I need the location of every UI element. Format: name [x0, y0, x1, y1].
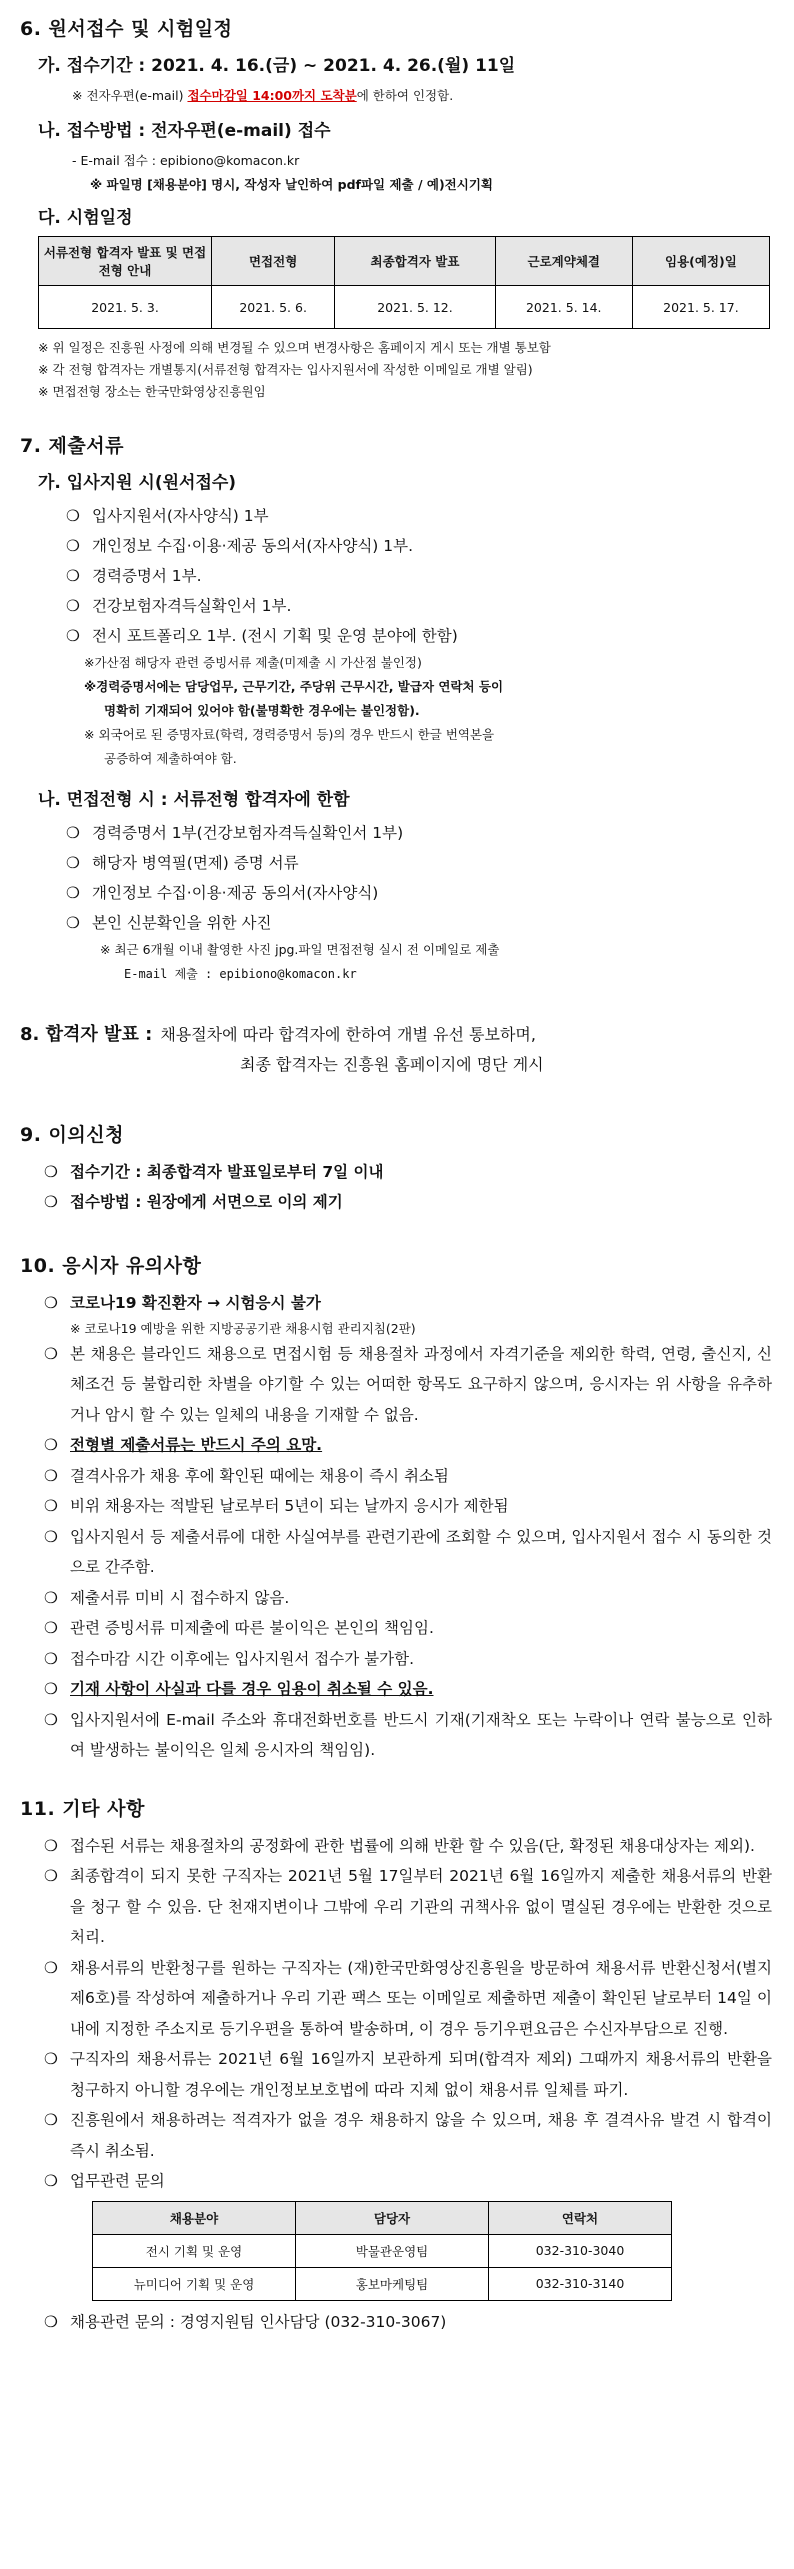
s6-c-label: 다. 시험일정: [38, 208, 133, 228]
bullet-icon: ❍: [66, 597, 80, 615]
bullet-icon: ❍: [44, 2312, 58, 2331]
s7-b-label: 나. 면접전형 시 : 서류전형 합격자에 한함: [38, 790, 350, 810]
list-item: ❍ 업무관련 문의: [44, 2166, 772, 2197]
list-item: ❍ 건강보험자격득실확인서 1부.: [66, 591, 772, 621]
contact-cell: 뉴미디어 기획 및 운영: [93, 2267, 296, 2300]
schedule-cell: 2021. 5. 14.: [495, 286, 632, 329]
bullet-icon: ❍: [44, 1163, 58, 1181]
schedule-header: 최종합격자 발표: [335, 237, 495, 286]
list-item: ❍ 입사지원서(자사양식) 1부: [66, 501, 772, 531]
schedule-header: 서류전형 합격자 발표 및 면접전형 안내: [39, 237, 212, 286]
bullet-icon: ❍: [44, 1836, 58, 1855]
s6-b-label: 나. 접수방법 : 전자우편(e-mail) 접수: [38, 121, 331, 141]
schedule-cell: 2021. 5. 6.: [212, 286, 335, 329]
bullet-icon: ❍: [66, 854, 80, 872]
s7-a-note2a: ※경력증명서에는 담당업무, 근무기간, 주당위 근무시간, 발급자 연락처 등이: [84, 679, 504, 694]
list-item: ❍ 입사지원서에 E-mail 주소와 휴대전화번호를 반드시 기재(기재착오 또는 누락이나 연락 불능으로 인하여 발생하는 불이익은 일체 응시자의 책임임).: [44, 1705, 772, 1766]
schedule-header: 근로계약체결: [495, 237, 632, 286]
contact-header: 연락처: [489, 2201, 672, 2234]
list-item: ❍ 해당자 병역필(면제) 증명 서류: [66, 848, 772, 878]
list-item: ❍ 관련 증빙서류 미제출에 따른 불이익은 본인의 책임임.: [44, 1613, 772, 1644]
section-8: [20, 1020, 772, 1050]
list-item: ❍ 접수마감 시간 이후에는 입사지원서 접수가 불가함.: [44, 1644, 772, 1675]
bullet-icon: ❍: [44, 2050, 58, 2068]
s6-a-label: 가. 접수기간 : 2021. 4. 16.(금) ~ 2021. 4. 26.(월) 11일: [38, 56, 516, 76]
contact-header: 채용분야: [93, 2201, 296, 2234]
s7-b-note2: E-mail 제출 : epibiono@komacon.kr: [124, 967, 357, 981]
s6-a-note-pre: ※ 전자우편(e-mail): [72, 88, 188, 103]
schedule-header: 면접전형: [212, 237, 335, 286]
bullet-icon: ❍: [44, 1344, 58, 1363]
schedule-header: 임용(예정)일: [632, 237, 769, 286]
bullet-icon: ❍: [44, 1710, 58, 1729]
schedule-note: ※ 각 전형 합격자는 개별통지(서류전형 합격자는 입사지원서에 작성한 이메일로 개별 알림): [38, 362, 533, 377]
section-9-title: 9. 이의신청: [20, 1124, 124, 1146]
bullet-icon: ❍: [66, 537, 80, 555]
schedule-cell: 2021. 5. 12.: [335, 286, 495, 329]
bullet-icon: ❍: [44, 1527, 58, 1546]
s6-a-note-red: 접수마감일 14:00까지 도착분: [187, 88, 357, 103]
s6-a-note: [72, 84, 772, 108]
s7-a-note3a: ※ 외국어로 된 증명자료(학력, 경력증명서 등)의 경우 반드시 한글 번역본을: [84, 727, 495, 742]
section-8-label: 8. 합격자 발표 :: [20, 1024, 153, 1045]
list-item: ❍ 본 채용은 블라인드 채용으로 면접시험 등 채용절차 과정에서 자격기준을 제외한 학력, 연령, 출신지, 신체조건 등 불합리한 차별을 야기할 수 있는 어떠한 항목도 요구하지 않으며, 응시자는 위 사항을 유추하거나 암시 할 수 있는 일체의 내용을 기재할 수 없음.: [44, 1339, 772, 1431]
bullet-icon: ❍: [44, 1466, 58, 1485]
bullet-icon: ❍: [44, 1436, 58, 1454]
contact-header: 담당자: [296, 2201, 489, 2234]
list-item: ❍ 개인정보 수집·이용·제공 동의서(자사양식): [66, 878, 772, 908]
s7-b-note1: ※ 최근 6개월 이내 촬영한 사진 jpg.파일 면접전형 실시 전 이메일로 제출: [100, 942, 500, 957]
bullet-icon: ❍: [44, 1193, 58, 1211]
bullet-icon: ❍: [66, 884, 80, 902]
s7-a-note2b: 명확히 기재되어 있어야 함(불명확한 경우에는 불인정함).: [104, 703, 420, 718]
bullet-icon: ❍: [44, 1680, 58, 1698]
list-item: ❍ 본인 신분확인을 위한 사진: [66, 908, 772, 938]
bullet-icon: ❍: [66, 824, 80, 842]
list-item: ❍ 경력증명서 1부(건강보험자격득실확인서 1부): [66, 818, 772, 848]
schedule-table: [38, 236, 770, 329]
bullet-icon: ❍: [66, 507, 80, 525]
bullet-icon: ❍: [66, 567, 80, 585]
list-item: ❍ 제출서류 미비 시 접수하지 않음.: [44, 1583, 772, 1614]
section-8-text2: 최종 합격자는 진흥원 홈페이지에 명단 게시: [240, 1055, 544, 1074]
list-item: ❍ 비위 채용자는 적발된 날로부터 5년이 되는 날까지 응시가 제한됨: [44, 1491, 772, 1522]
bullet-icon: ❍: [44, 1649, 58, 1668]
contact-cell: 032-310-3140: [489, 2267, 672, 2300]
corona-note: ※ 코로나19 예방을 위한 지방공공기관 채용시험 관리지침(2판): [70, 1320, 416, 1336]
schedule-note: ※ 면접전형 장소는 한국만화영상진흥원임: [38, 384, 266, 399]
section-10-title: 10. 응시자 유의사항: [20, 1255, 202, 1277]
section-11-title: 11. 기타 사항: [20, 1797, 145, 1820]
bullet-icon: ❍: [44, 1588, 58, 1607]
bullet-icon: ❍: [44, 2111, 58, 2129]
list-item: ❍ 코로나19 확진환자 → 시험응시 불가: [44, 1288, 772, 1319]
bullet-icon: ❍: [66, 914, 80, 932]
s6-b-line1: - E-mail 접수 : epibiono@komacon.kr: [72, 153, 300, 168]
list-item: ❍ 기재 사항이 사실과 다를 경우 임용이 취소될 수 있음.: [44, 1674, 772, 1705]
bullet-icon: ❍: [44, 1867, 58, 1885]
list-item: ❍ 개인정보 수집·이용·제공 동의서(자사양식) 1부.: [66, 531, 772, 561]
schedule-note: ※ 위 일정은 진흥원 사정에 의해 변경될 수 있으며 변경사항은 홈페이지 게시 또는 개별 통보함: [38, 340, 551, 355]
list-item: ❍ 채용관련 문의 : 경영지원팀 인사담당 (032-310-3067): [44, 2307, 772, 2338]
bullet-icon: ❍: [44, 1619, 58, 1637]
section-7-title: 7. 제출서류: [20, 435, 124, 457]
bullet-icon: ❍: [44, 1497, 58, 1515]
list-item: ❍ 구직자의 채용서류는 2021년 6월 16일까지 보관하게 되며(합격자 제외) 그때까지 채용서류의 반환을 청구하지 아니할 경우에는 개인정보보호법에 따라 지체 없이 채용서류 일체를 파기.: [44, 2044, 772, 2105]
contact-cell: 홍보마케팅팀: [296, 2267, 489, 2300]
section-6-title: 6. 원서접수 및 시험일정: [20, 18, 233, 40]
list-item: ❍ 채용서류의 반환청구를 원하는 구직자는 (재)한국만화영상진흥원을 방문하여 채용서류 반환신청서(별지 제6호)를 작성하여 제출하거나 우리 기관 팩스 또는 이메일로 제출하면 제출이 확인된 날로부터 14일 이내에 지정한 주소지로 등기우편을 통하여 발송하며, 이 경우 등기우편요금은 수신자부담으로 진행.: [44, 1953, 772, 2045]
list-item: ❍ 경력증명서 1부.: [66, 561, 772, 591]
s7-a-note1: ※가산점 해당자 관련 증빙서류 제출(미제출 시 가산점 불인정): [84, 655, 422, 670]
contact-cell: 032-310-3040: [489, 2234, 672, 2267]
contact-cell: 박물관운영팀: [296, 2234, 489, 2267]
s7-a-note3b: 공증하여 제출하여야 함.: [104, 751, 237, 766]
list-item: ❍ 입사지원서 등 제출서류에 대한 사실여부를 관련기관에 조회할 수 있으며, 입사지원서 접수 시 동의한 것으로 간주함.: [44, 1522, 772, 1583]
list-item: ❍ 접수된 서류는 채용절차의 공정화에 관한 법률에 의해 반환 할 수 있음(단, 확정된 채용대상자는 제외).: [44, 1831, 772, 1862]
bullet-icon: ❍: [44, 2172, 58, 2190]
list-item: ❍ 결격사유가 채용 후에 확인된 때에는 채용이 즉시 취소됨: [44, 1461, 772, 1492]
contact-table: [92, 2201, 672, 2301]
list-item: ❍ 전형별 제출서류는 반드시 주의 요망.: [44, 1430, 772, 1461]
list-item: ❍ 진흥원에서 채용하려는 적격자가 없을 경우 채용하지 않을 수 있으며, 채용 후 결격사유 발견 시 합격이 즉시 취소됨.: [44, 2105, 772, 2166]
table-row: [93, 2234, 672, 2267]
bullet-icon: ❍: [44, 1294, 58, 1312]
table-row: [93, 2267, 672, 2300]
list-item: ❍ 접수방법 : 원장에게 서면으로 이의 제기: [44, 1187, 772, 1217]
bullet-icon: ❍: [66, 627, 80, 645]
section-8-text1: 채용절차에 따라 합격자에 한하여 개별 유선 통보하며,: [160, 1025, 536, 1044]
list-item: ❍ 접수기간 : 최종합격자 발표일로부터 7일 이내: [44, 1157, 772, 1187]
bullet-icon: ❍: [44, 1958, 58, 1977]
contact-cell: 전시 기획 및 운영: [93, 2234, 296, 2267]
schedule-cell: 2021. 5. 17.: [632, 286, 769, 329]
schedule-cell: 2021. 5. 3.: [39, 286, 212, 329]
s6-b-line2: ※ 파일명 [채용분야] 명시, 작성자 날인하여 pdf파일 제출 / 예)전시기획: [90, 177, 493, 192]
list-item: ❍ 전시 포트폴리오 1부. (전시 기획 및 운영 분야에 한함): [66, 621, 772, 651]
s7-a-label: 가. 입사지원 시(원서접수): [38, 473, 237, 493]
s6-a-note-post: 에 한하여 인정함.: [356, 88, 454, 103]
list-item: ❍ 최종합격이 되지 못한 구직자는 2021년 5월 17일부터 2021년 6월 16일까지 제출한 채용서류의 반환을 청구 할 수 있음. 단 천재지변이나 그밖에 우리 기관의 귀책사유 없이 멸실된 경우에는 반환한 것으로 처리.: [44, 1861, 772, 1953]
